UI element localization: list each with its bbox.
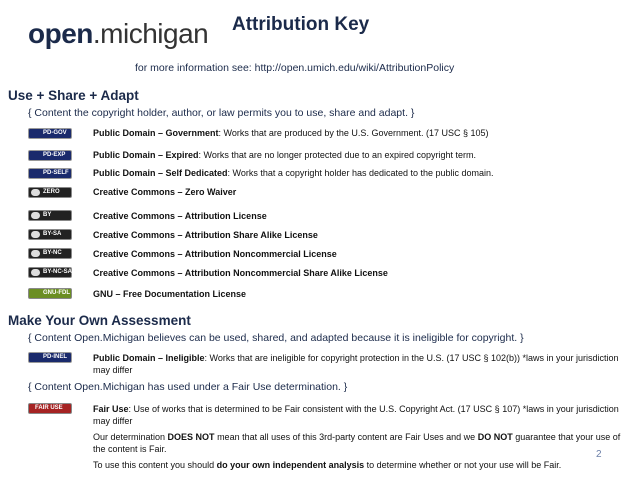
pd-exp-badge: PD-EXP [28,150,72,161]
section-use-share-adapt-description: { Content the copyright holder, author, or law permits you to use, share and adapt. } [28,107,415,119]
list-item: Creative Commons – Attribution License [93,211,267,221]
cc-by-nc-badge: BY-NC [28,248,72,259]
list-item: GNU – Free Documentation License [93,289,247,299]
section-ineligible-description: { Content Open.Michigan believes can be used, shared, and adapted because it is ineligible for copyright. } [28,332,524,344]
list-item: Creative Commons – Attribution Noncommercial License [93,249,337,259]
list-item: Fair Use: Use of works that is determined to be Fair consistent with the U.S. Copyright Act. (17 USC § 107) *laws in your jurisdiction may differ [93,404,619,426]
fair-use-badge: FAIR USE [28,403,72,414]
fair-use-instruction: To use this content you should do your own independent analysis to determine whether or not your use will be Fair. [93,460,562,470]
list-item: Creative Commons – Attribution Share Alike License [93,230,318,240]
logo-michigan: .michigan [92,18,209,49]
info-link[interactable]: for more information see: http://open.umich.edu/wiki/AttributionPolicy [135,62,455,74]
list-item: Public Domain – Self Dedicated: Works that a copyright holder has dedicated to the public domain. [93,168,494,178]
fair-use-note: Our determination DOES NOT mean that all uses of this 3rd-party content are Fair Uses and we DO NOT guarantee that your use of the content is Fair. [93,432,621,454]
page-number: 2 [596,449,602,460]
list-item: Public Domain – Expired: Works that are no longer protected due to an expired copyright term. [93,150,477,160]
list-item: Creative Commons – Zero Waiver [93,187,237,197]
cc-zero-badge: ZERO [28,187,72,198]
cc-by-sa-badge: BY-SA [28,229,72,240]
section-fair-use-description: { Content Open.Michigan has used under a Fair Use determination. } [28,381,348,393]
list-item: Public Domain – Ineligible: Works that are ineligible for copyright protection in the U.S. (17 USC § 102(b)) *laws in your jurisdiction may differ [93,353,619,375]
logo-open: open [28,18,93,49]
pd-gov-badge: PD-GOV [28,128,72,139]
cc-by-nc-sa-badge: BY-NC-SA [28,267,72,278]
section-make-your-own-assessment-heading: Make Your Own Assessment [8,313,191,328]
pd-inel-badge: PD-INEL [28,352,72,363]
section-use-share-adapt-heading: Use + Share + Adapt [8,88,139,103]
gnu-fdl-badge: GNU-FDL [28,288,72,299]
page-title: Attribution Key [232,14,370,35]
list-item: Creative Commons – Attribution Noncommercial Share Alike License [93,268,388,278]
cc-by-badge: BY [28,210,72,221]
pd-self-badge: PD-SELF [28,168,72,179]
open-michigan-logo [28,18,208,50]
list-item: Public Domain – Government: Works that are produced by the U.S. Government. (17 USC § 105) [93,128,489,138]
